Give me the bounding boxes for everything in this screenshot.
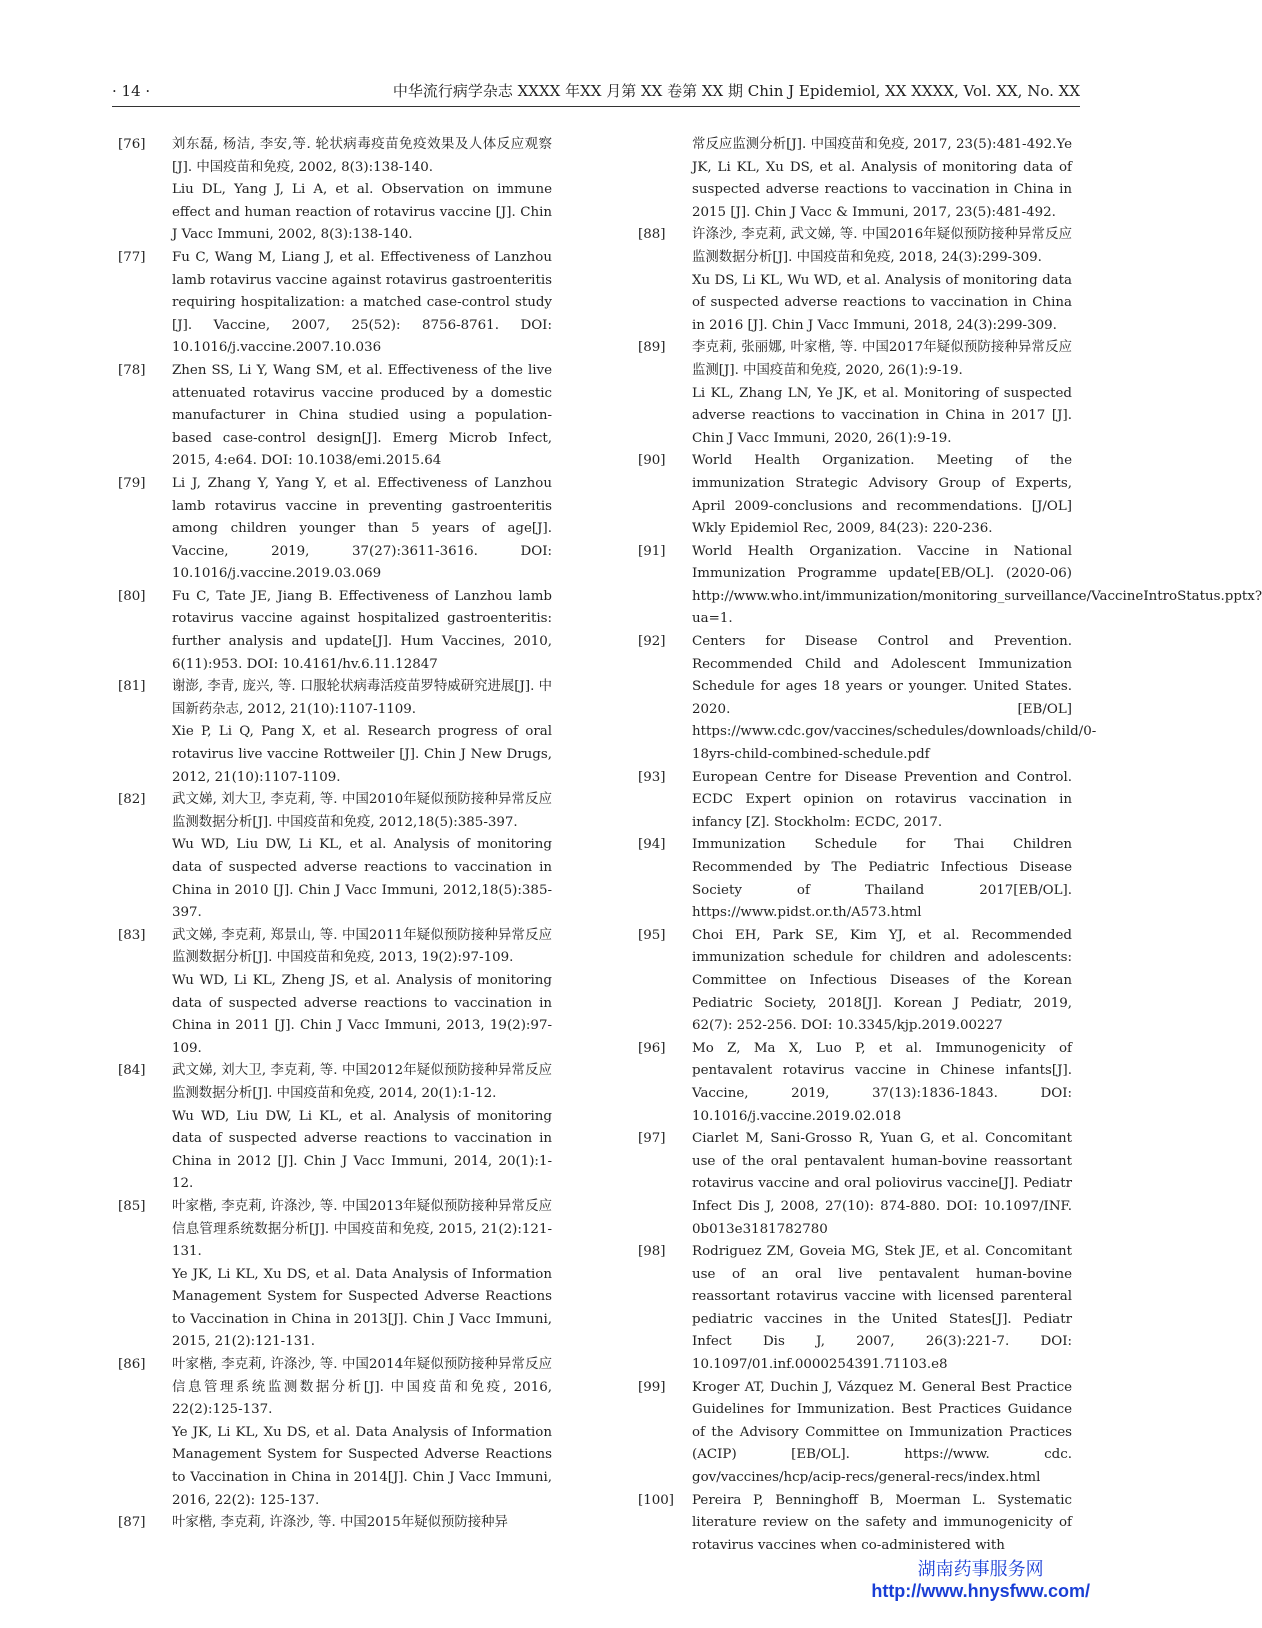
reference-number: [96] — [638, 1040, 666, 1056]
reference-entry — [118, 134, 552, 247]
reference-text: 武文娣, 刘大卫, 李克莉, 等. 中国2010年疑似预防接种异常反应监测数据分析[J]. 中国疫苗和免疫, 2012,18(5):385-397. — [172, 792, 552, 830]
reference-entry — [638, 834, 1072, 924]
page-number: · 14 · — [112, 82, 151, 100]
reference-text: 刘东磊, 杨洁, 李安,等. 轮状病毒疫苗免疫效果及人体反应观察[J]. 中国疫苗和免疫, 2002, 8(3):138-140. — [172, 137, 552, 175]
reference-entry — [638, 1490, 1072, 1558]
reference-number: [86] — [118, 1357, 146, 1373]
reference-entry — [638, 1038, 1072, 1128]
reference-entry — [118, 1196, 552, 1354]
reference-number: [78] — [118, 362, 146, 378]
reference-number: [88] — [638, 227, 666, 243]
reference-text: Li J, Zhang Y, Yang Y, et al. Effectiveness of Lanzhou lamb rotavirus vaccine in preventing gastroenteritis among children younger than 5 years of age[J]. Vaccine, 2019, 37(27):3611-3616. DOI: 10.1016/j.vaccine.2019.03.069 — [172, 475, 552, 582]
reference-entry — [638, 224, 1072, 337]
reference-number: [81] — [118, 679, 146, 695]
reference-number: [83] — [118, 927, 146, 943]
reference-number: [92] — [638, 634, 666, 650]
watermark-site-name: 湖南药事服务网 — [917, 1559, 1044, 1579]
reference-text: Zhen SS, Li Y, Wang SM, et al. Effectiveness of the live attenuated rotavirus vaccine produced by a domestic manufacturer in China studied using a population-based case-control design[J]. Emerg Microb Infect, 2015, 4:e64. DOI: 10.1038/emi.2015.64 — [172, 362, 552, 469]
journal-citation-header: 中华流行病学杂志 XXXX 年XX 月第 XX 卷第 XX 期 Chin J Epidemiol, XX XXXX, Vol. XX, No. XX — [392, 82, 1080, 100]
reference-entry — [118, 1512, 552, 1535]
reference-number: [97] — [638, 1131, 666, 1147]
reference-entry — [638, 1128, 1072, 1241]
reference-text: Mo Z, Ma X, Luo P, et al. Immunogenicity of pentavalent rotavirus vaccine in Chinese infants[J]. Vaccine, 2019, 37(13):1836-1843. DOI: 10.1016/j.vaccine.2019.02.018 — [692, 1040, 1072, 1124]
reference-entry — [638, 1241, 1072, 1377]
reference-entry — [638, 541, 1262, 631]
reference-entry — [638, 767, 1072, 835]
running-header — [112, 78, 1080, 107]
reference-number: [100] — [638, 1492, 675, 1508]
reference-text: 李克莉, 张丽娜, 叶家楷, 等. 中国2017年疑似预防接种异常反应监测[J]. 中国疫苗和免疫, 2020, 26(1):9-19. — [692, 340, 1072, 378]
reference-text: Wu WD, Liu DW, Li KL, et al. Analysis of monitoring data of suspected adverse reactions to vaccination in China in 2010 [J]. Chin J Vacc Immuni, 2012,18(5):385-397. — [172, 837, 552, 921]
reference-text: 武文娣, 李克莉, 郑景山, 等. 中国2011年疑似预防接种异常反应监测数据分析[J]. 中国疫苗和免疫, 2013, 19(2):97-109. — [172, 927, 552, 966]
reference-number: [77] — [118, 249, 146, 265]
reference-number: [80] — [118, 588, 146, 604]
reference-entry — [638, 925, 1072, 1038]
reference-entry — [118, 925, 552, 1061]
reference-text: Choi EH, Park SE, Kim YJ, et al. Recommended immunization schedule for children and adolescents: Committee on Infectious Diseases of the Korean Pediatric Society, 2018[J]. Korean J Pediatr, 2019, 62(7): 252-256. DOI: 10.3345/kjp.2019.00227 — [692, 927, 1072, 1034]
reference-text: 许涤沙, 李克莉, 武文娣, 等. 中国2016年疑似预防接种异常反应监测数据分析[J]. 中国疫苗和免疫, 2018, 24(3):299-309. — [692, 227, 1072, 265]
reference-text: Liu DL, Yang J, Li A, et al. Observation on immune effect and human reaction of rotavirus vaccine [J]. Chin J Vacc Immuni, 2002, 8(3):138-140. — [172, 182, 552, 243]
watermark-url[interactable]: http://www.hnysfww.com/ — [871, 1581, 1090, 1601]
reference-text: Pereira P, Benninghoff B, Moerman L. Systematic literature review on the safety and immunogenicity of rotavirus vaccines when co-administered with — [692, 1492, 1072, 1553]
reference-text: World Health Organization. Meeting of the immunization Strategic Advisory Group of Experts, April 2009-conclusions and recommendations. [J/OL] Wkly Epidemiol Rec, 2009, 84(23): 220-236. — [692, 453, 1072, 537]
reference-text: Ciarlet M, Sani-Grosso R, Yuan G, et al. Concomitant use of the oral pentavalent human-bovine reassortant rotavirus vaccine and oral poliovirus vaccine[J]. Pediatr Infect Dis J, 2008, 27(10): 874-880. DOI: 10.1097/INF. 0b013e3181782780 — [692, 1131, 1072, 1237]
reference-entry — [118, 360, 552, 473]
reference-number: [84] — [118, 1063, 146, 1079]
reference-number: [95] — [638, 927, 666, 943]
reference-entry — [118, 473, 552, 586]
reference-text: 叶家楷, 李克莉, 许涤沙, 等. 中国2014年疑似预防接种异常反应信息管理系统监测数据分析[J]. 中国疫苗和免疫, 2016, 22(2):125-137. — [172, 1357, 552, 1418]
reference-column-left — [118, 134, 552, 1535]
reference-number: [76] — [118, 137, 146, 152]
reference-text: Fu C, Wang M, Liang J, et al. Effectiveness of Lanzhou lamb rotavirus vaccine against rotavirus gastroenteritis requiring hospitalization: a matched case-control study [J]. Vaccine, 2007, 25(52): 8756-8761. DOI: 10.1016/j.vaccine.2007.10.036 — [172, 249, 552, 356]
reference-text: Rodriguez ZM, Goveia MG, Stek JE, et al. Concomitant use of an oral live pentavalent human-bovine reassortant rotavirus vaccine with licensed parenteral pediatric vaccines in the United States[J]. Pediatr Infect Dis J, 2007, 26(3):221-7. DOI: 10.1097/01.inf.0000254391.71103.e8 — [692, 1244, 1072, 1373]
reference-text: Kroger AT, Duchin J, Vázquez M. General Best Practice Guidelines for Immunization. Best Practices Guidance of the Advisory Committee on Immunization Practices (ACIP) [EB/OL]. https://www. cdc. gov/vaccines/hcp/acip-recs/general-recs/index.html — [692, 1379, 1072, 1486]
reference-number: [99] — [638, 1379, 666, 1395]
reference-entry — [118, 586, 552, 676]
reference-text: Ye JK, Li KL, Xu DS, et al. Data Analysis of Information Management System for Suspected Adverse Reactions to Vaccination in China in 2013[J]. Chin J Vacc Immuni, 2015, 21(2):121-131. — [172, 1266, 552, 1350]
reference-continuation — [638, 134, 1072, 224]
reference-number: [98] — [638, 1244, 666, 1260]
reference-text: 叶家楷, 李克莉, 许涤沙, 等. 中国2015年疑似预防接种异 — [172, 1515, 508, 1531]
reference-entry — [118, 1354, 552, 1512]
site-watermark — [871, 1558, 1090, 1602]
reference-number: [89] — [638, 340, 666, 356]
reference-number: [94] — [638, 837, 666, 853]
reference-entry — [118, 676, 552, 789]
reference-text: Ye JK, Li KL, Xu DS, et al. Data Analysis of Information Management System for Suspected Adverse Reactions to Vaccination in China in 2014[J]. Chin J Vacc Immuni, 2016, 22(2): 125-137. — [172, 1424, 552, 1508]
reference-text: 武文娣, 刘大卫, 李克莉, 等. 中国2012年疑似预防接种异常反应监测数据分析[J]. 中国疫苗和免疫, 2014, 20(1):1-12. — [172, 1063, 552, 1101]
reference-number: [91] — [638, 543, 666, 559]
reference-text: Fu C, Tate JE, Jiang B. Effectiveness of Lanzhou lamb rotavirus vaccine against hospitalized gastroenteritis: further analysis and update[J]. Hum Vaccines, 2010, 6(11):953. DOI: 10.4161/hv.6.11.12847 — [172, 588, 552, 672]
reference-number: [82] — [118, 792, 146, 808]
reference-text: Wu WD, Li KL, Zheng JS, et al. Analysis of monitoring data of suspected adverse reactions to vaccination in China in 2011 [J]. Chin J Vacc Immuni, 2013, 19(2):97-109. — [172, 972, 552, 1056]
reference-entry — [118, 1060, 552, 1196]
reference-entry — [638, 631, 1097, 767]
reference-entry — [638, 1377, 1072, 1490]
reference-continuation-text: 常反应监测分析[J]. 中国疫苗和免疫, 2017, 23(5):481-492. — [692, 137, 1057, 152]
reference-number: [85] — [118, 1198, 146, 1214]
reference-number: [79] — [118, 475, 146, 491]
reference-text: Xu DS, Li KL, Wu WD, et al. Analysis of monitoring data of suspected adverse reactions to vaccination in China in 2016 [J]. Chin J Vacc Immuni, 2018, 24(3):299-309. — [692, 272, 1072, 333]
reference-column-right — [638, 134, 1262, 1557]
reference-number: [90] — [638, 453, 666, 469]
reference-text: World Health Organization. Vaccine in National Immunization Programme update[EB/OL]. (2020-06) http://www.who.int/immunization/monitoring_surveillance/VaccineIntroStatus.pptx?ua=1. — [692, 543, 1262, 627]
reference-text: Wu WD, Liu DW, Li KL, et al. Analysis of monitoring data of suspected adverse reactions to vaccination in China in 2012 [J]. Chin J Vacc Immuni, 2014, 20(1):1-12. — [172, 1108, 552, 1192]
reference-text: Xie P, Li Q, Pang X, et al. Research progress of oral rotavirus live vaccine Rottweiler [J]. Chin J New Drugs, 2012, 21(10):1107-1109. — [172, 724, 552, 785]
reference-entry — [118, 789, 552, 925]
reference-text: 叶家楷, 李克莉, 许涤沙, 等. 中国2013年疑似预防接种异常反应信息管理系统数据分析[J]. 中国疫苗和免疫, 2015, 21(2):121-131. — [172, 1198, 552, 1260]
reference-text: European Centre for Disease Prevention and Control. ECDC Expert opinion on rotavirus vaccination in infancy [Z]. Stockholm: ECDC, 2017. — [692, 769, 1072, 830]
reference-entry — [638, 337, 1072, 450]
reference-entry — [118, 247, 552, 360]
reference-text: Centers for Disease Control and Prevention. Recommended Child and Adolescent Immunization Schedule for ages 18 years or younger. United States. 2020. [EB/OL] https://www.cdc.gov/vaccines/schedules/downloads/child/0-18yrs-child-combined-schedule.pdf — [692, 634, 1097, 763]
reference-number: [93] — [638, 769, 666, 785]
reference-number: [87] — [118, 1515, 146, 1531]
reference-text: Li KL, Zhang LN, Ye JK, et al. Monitoring of suspected adverse reactions to vaccination in China in 2017 [J]. Chin J Vacc Immuni, 2020, 26(1):9-19. — [692, 385, 1072, 446]
reference-text: 谢澎, 李青, 庞兴, 等. 口服轮状病毒活疫苗罗特威研究进展[J]. 中国新药杂志, 2012, 21(10):1107-1109. — [172, 679, 552, 717]
reference-text: Immunization Schedule for Thai Children Recommended by The Pediatric Infectious Disease Society of Thailand 2017[EB/OL]. https://www.pidst.or.th/A573.html — [692, 837, 1072, 921]
reference-entry — [638, 450, 1072, 540]
reference-continuation-text: Ye JK, Li KL, Xu DS, et al. Analysis of monitoring data of suspected adverse reactions to vaccination in China in 2015 [J]. Chin J Vacc & Immuni, 2017, 23(5):481-492. — [692, 137, 1072, 220]
